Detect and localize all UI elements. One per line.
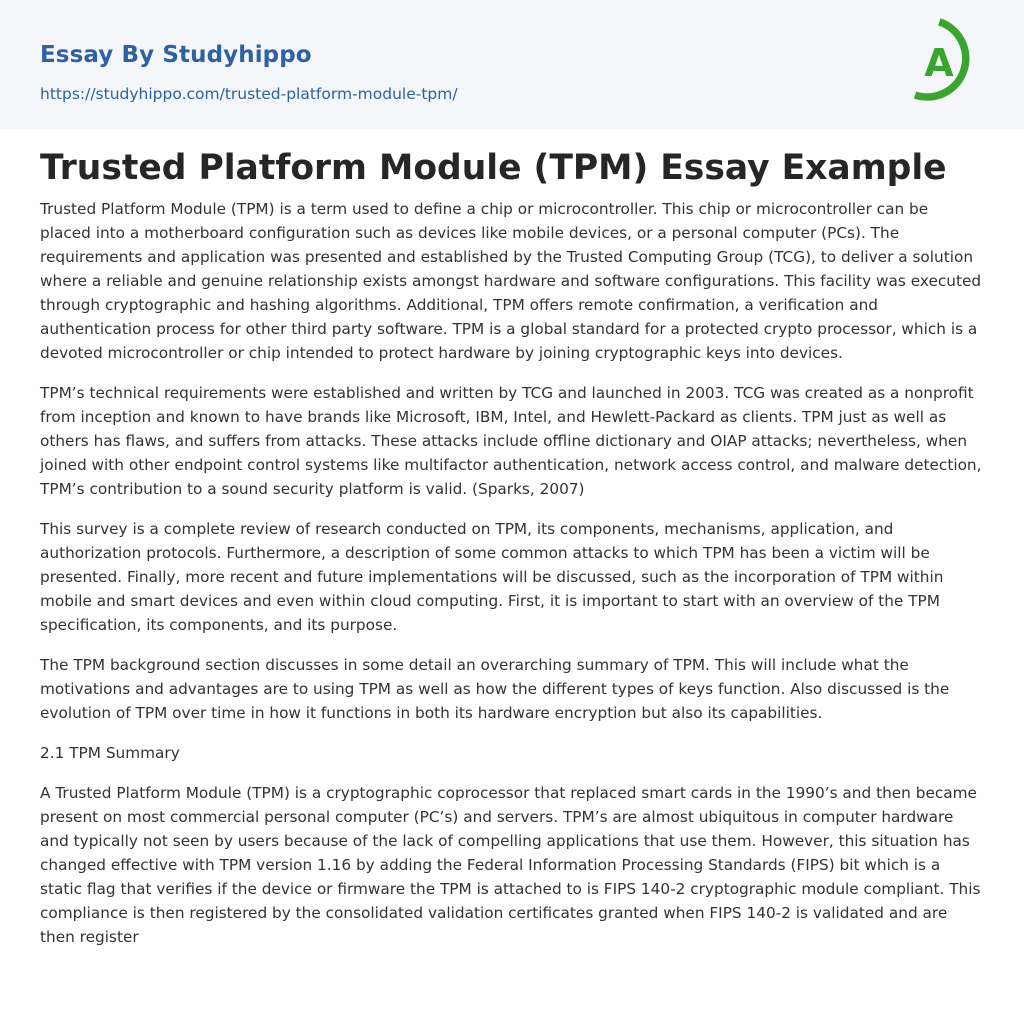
article — [40, 146, 982, 965]
logo-letter: A — [924, 41, 954, 85]
paragraph: Trusted Platform Module (TPM) is a term used to define a chip or microcontroller. This chip or microcontroller can be placed into a motherboard configuration such as devices like mobile devices, or a personal computer (PCs). The requirements and application was presented and established by the Trusted Computing Group (TCG), to deliver a solution where a reliable and genuine relationship exists amongst hardware and software configurations. This facility was executed through cryptographic and hashing algorithms. Additional, TPM offers remote confirmation, a verification and authentication process for other third party software. TPM is a global standard for a protected crypto processor, which is a devoted microcontroller or chip intended to protect hardware by joining cryptographic keys into devices. — [40, 199, 982, 362]
studyhippo-logo-icon[interactable] — [908, 18, 988, 106]
section-heading: 2.1 TPM Summary — [40, 743, 180, 762]
page-title: Trusted Platform Module (TPM) Essay Example — [40, 148, 947, 188]
source-url-link[interactable]: https://studyhippo.com/trusted-platform-module-tpm/ — [40, 85, 458, 103]
paragraph: The TPM background section discusses in some detail an overarching summary of TPM. This will include what the motivations and advantages are to using TPM as well as how the different types of keys function. Also discussed is the evolution of TPM over time in how it functions in both its hardware encryption but also its capabilities. — [40, 655, 950, 722]
site-brand[interactable]: Essay By Studyhippo — [40, 42, 312, 68]
paragraph: TPM’s technical requirements were established and written by TCG and launched in 2003. TCG was created as a nonprofit from inception and known to have brands like Microsoft, IBM, Intel, and Hewlett-Packard as clients. TPM just as well as others has flaws, and suffers from attacks. These attacks include offline dictionary and OIAP attacks; nevertheless, when joined with other endpoint control systems like multifactor authentication, network access control, and malware detection, TPM’s contribution to a sound security platform is valid. (Sparks, 2007) — [40, 383, 982, 498]
paragraph: This survey is a complete review of research conducted on TPM, its components, mechanisms, application, and authorization protocols. Furthermore, a description of some common attacks to which TPM has been a victim will be presented. Finally, more recent and future implementations will be discussed, such as the incorporation of TPM within mobile and smart devices and even within cloud computing. First, it is important to start with an overview of the TPM specification, its components, and its purpose. — [40, 519, 944, 634]
paragraph: A Trusted Platform Module (TPM) is a cryptographic coprocessor that replaced smart cards in the 1990’s and then became present on most commercial personal computer (PC’s) and servers. TPM’s are almost ubiquitous in computer hardware and typically not seen by users because of the lack of compelling applications that use them. However, this situation has changed effective with TPM version 1.16 by adding the Federal Information Processing Standards (FIPS) bit which is a static flag that verifies if the device or firmware the TPM is attached to is FIPS 140-2 cryptographic module compliant. This compliance is then registered by the consolidated validation certificates granted when FIPS 140-2 is validated and are then register — [40, 783, 981, 946]
page-header — [0, 0, 1024, 129]
